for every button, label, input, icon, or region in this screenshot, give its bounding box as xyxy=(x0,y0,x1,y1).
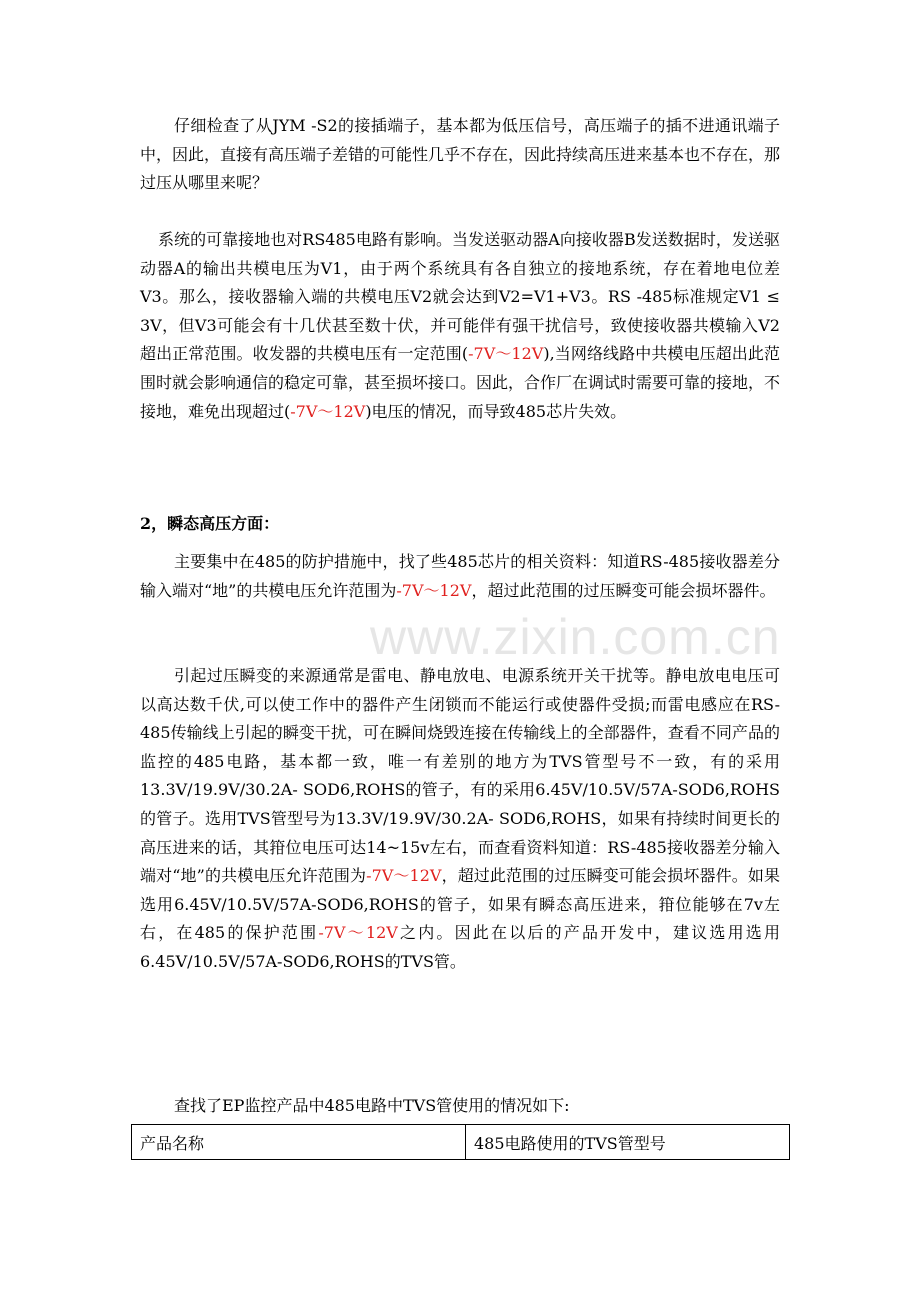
table-header-row xyxy=(132,1125,790,1160)
voltage-range-highlight: -7V～12V xyxy=(318,923,398,943)
paragraph-485-protection xyxy=(140,548,780,605)
paragraph-grounding xyxy=(140,226,780,426)
watermark: www.zixin.com.cn xyxy=(370,609,781,665)
protection-text-a: 主要集中在485的防护措施中，找了些485芯片的相关资料：知道RS-485接收器差分输入端对“地”的共模电压允许范围为 xyxy=(140,552,780,600)
protection-text-b: ，超过此范围的过压瞬变可能会损坏器件。 xyxy=(471,580,776,600)
transient-text-c: 之内。因此在以后的产品开发中，建议选用选用6.45V/10.5V/57A-SOD6,ROHS的TVS管。 xyxy=(140,923,780,971)
table-header-cell: 产品名称 xyxy=(132,1125,466,1160)
paragraph-table-intro: 查找了EP监控产品中485电路中TVS管使用的情况如下: xyxy=(174,1096,570,1115)
voltage-range-highlight: -7V～12V xyxy=(290,401,366,421)
table-header-cell: 485电路使用的TVS管型号 xyxy=(466,1125,790,1160)
voltage-range-highlight: -7V～12V xyxy=(468,344,544,364)
grounding-text-c: )电压的情况，而导致485芯片失效。 xyxy=(365,401,627,421)
transient-text-b: ，超过此范围的过压瞬变可能会损坏器件。如果选用6.45V/10.5V/57A-SOD6,ROHS的管子，如果有瞬态高压进来，箝位能够在7v左右，在485的保护范围 xyxy=(140,866,780,943)
grounding-text-b: ),当网络线路中共模电压超出此范围时就会影响通信的稳定可靠，甚至损坏接口。因此，合作厂在调试时需要可靠的接地，不接地，难免出现超过( xyxy=(140,344,781,421)
voltage-range-highlight: -7V～12V xyxy=(366,866,442,886)
paragraph-connector-check: 仔细检查了从JYM -S2的接插端子，基本都为低压信号，高压端子的插不进通讯端子中，因此，直接有高压端子差错的可能性几乎不存在，因此持续高压进来基本也不存在，那过压从哪里来呢？ xyxy=(140,116,781,193)
voltage-range-highlight: -7V～12V xyxy=(396,580,472,600)
paragraph-transient-sources xyxy=(140,662,780,977)
grounding-text-a: 系统的可靠接地也对RS485电路有影响。当发送驱动器A向接收器B发送数据时，发送驱动器A的输出共模电压为V1，由于两个系统具有各自独立的接地系统，存在着地电位差V3。那么，接收器输入端的共模电压V2就会达到V2=V1+V3。RS -485标准规定V1 ≤ 3V，但V3可能会有十几伏甚至数十伏，并可能伴有强干扰信号，致使接收器共模输入V2超出正常范围。收发器的共模电压有一定范围( xyxy=(140,230,780,364)
section-heading-transient-voltage: 2，瞬态高压方面： xyxy=(140,514,280,533)
tvs-usage-table xyxy=(131,1124,790,1160)
transient-text-a: 引起过压瞬变的来源通常是雷电、静电放电、电源系统开关干扰等。静电放电电压可以高达数千伏,可以使工作中的器件产生闭锁而不能运行或使器件受损;而雷电感应在RS-485传输线上引起的瞬变干扰，可在瞬间烧毁连接在传输线上的全部器件，查看不同产品的监控的485电路，基本都一致，唯一有差别的地方为TVS管型号不一致，有的采用13.3V/19.9V/30.2A- SOD6,ROHS的管子，有的采用6.45V/10.5V/57A-SOD6,ROHS的管子。选用TVS管型号为13.3V/19.9V/30.2A- SOD6,ROHS，如果有持续时间更长的高压进来的话，其箝位电压可达14~15v左右，而查看资料知道：RS-485接收器差分输入端对“地”的共模电压允许范围为 xyxy=(140,666,780,886)
